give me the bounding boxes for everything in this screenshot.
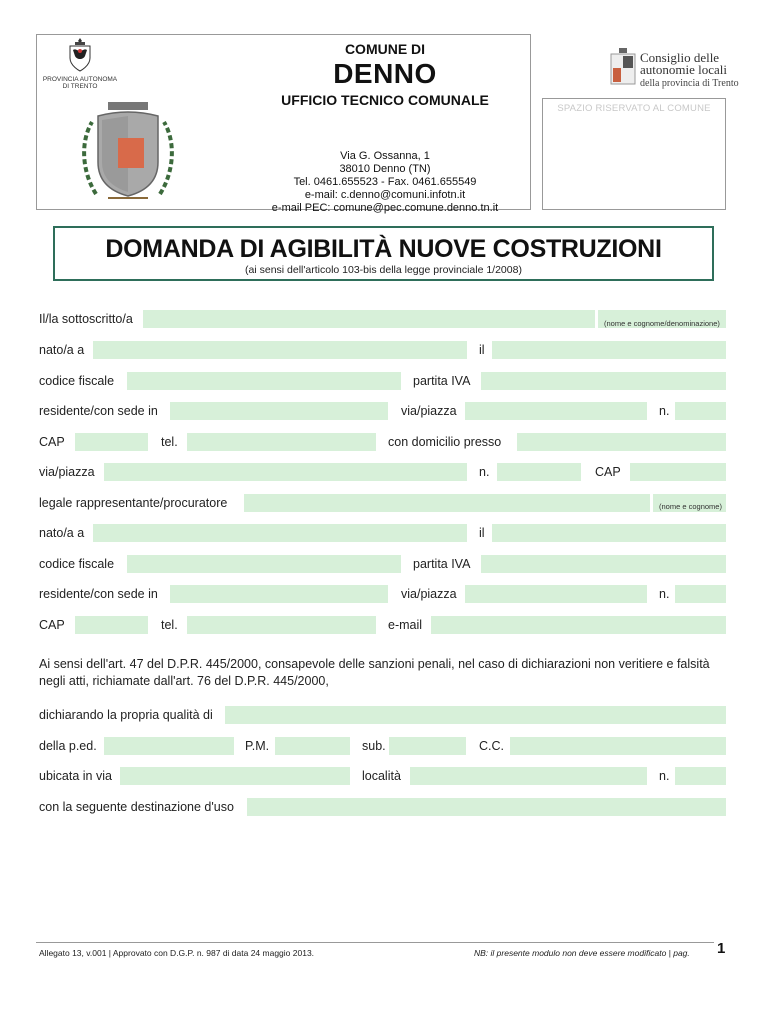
- localita-label: località: [362, 769, 401, 783]
- numero-field[interactable]: [675, 402, 726, 420]
- legale-cap-label: CAP: [39, 618, 65, 632]
- legale-numero-label: n.: [659, 587, 670, 601]
- reserved-space-box: [542, 98, 726, 210]
- partita-iva-label: partita IVA: [413, 374, 471, 388]
- legale-via-piazza-label: via/piazza: [401, 587, 457, 601]
- reserved-space-label: SPAZIO RISERVATO AL COMUNE: [557, 103, 711, 114]
- pm-label: P.M.: [245, 739, 270, 753]
- legale-label: legale rappresentante/procuratore: [39, 496, 228, 510]
- footer-rule: [36, 942, 714, 943]
- data-nascita-field[interactable]: [492, 341, 726, 359]
- hint-nome-cognome: (nome e cognome): [659, 502, 722, 511]
- il-label: il: [479, 343, 485, 357]
- destinazione-label: con la seguente destinazione d'uso: [39, 800, 234, 814]
- legale-tel-label: tel.: [161, 618, 178, 632]
- legale-residente-label: residente/con sede in: [39, 587, 158, 601]
- ped-label: della p.ed.: [39, 739, 97, 753]
- consiglio-title: [640, 52, 727, 76]
- cc-field[interactable]: [510, 737, 726, 755]
- legale-codice-fiscale-label: codice fiscale: [39, 557, 115, 571]
- pm-field[interactable]: [275, 737, 350, 755]
- dichiarando-field[interactable]: [225, 706, 726, 724]
- domicilio-numero-label: n.: [479, 465, 490, 479]
- address-pec: e-mail PEC: comune@pec.comune.denno.tn.it: [271, 202, 499, 214]
- residente-label: residente/con sede in: [39, 404, 158, 418]
- legale-data-nascita-field[interactable]: [492, 524, 726, 542]
- legale-cap-field[interactable]: [75, 616, 148, 634]
- ufficio-label: UFFICIO TECNICO COMUNALE: [281, 92, 489, 108]
- address-city: 38010 Denno (TN): [339, 163, 431, 175]
- localita-field[interactable]: [410, 767, 647, 785]
- ubicata-label: ubicata in via: [39, 769, 112, 783]
- legale-email-field[interactable]: [431, 616, 726, 634]
- domicilio-field[interactable]: [517, 433, 726, 451]
- sub-field[interactable]: [389, 737, 466, 755]
- via-piazza-field[interactable]: [465, 402, 647, 420]
- legale-il-label: il: [479, 526, 485, 540]
- sottoscritto-label: Il/la sottoscritto/a: [39, 312, 133, 326]
- form-title: DOMANDA DI AGIBILITÀ NUOVE COSTRUZIONI: [105, 235, 662, 263]
- denno-coat-of-arms-icon: [78, 102, 178, 206]
- ubicata-numero-label: n.: [659, 769, 670, 783]
- footer-approval: Allegato 13, v.001 | Approvato con D.G.P. n. 987 di data 24 maggio 2013.: [39, 948, 315, 958]
- legale-tel-field[interactable]: [187, 616, 376, 634]
- dichiarando-label: dichiarando la propria qualità di: [39, 708, 213, 722]
- comune-di-label: COMUNE DI: [344, 41, 426, 57]
- legale-nato-a-label: nato/a a: [39, 526, 85, 540]
- consiglio-emblem-icon: [610, 48, 636, 86]
- address-block: [200, 150, 570, 215]
- comune-name: DENNO: [333, 58, 437, 89]
- legale-partita-iva-field[interactable]: [481, 555, 726, 573]
- consiglio-line1: Consiglio delle: [640, 50, 720, 65]
- form-subtitle: (ai sensi dell'articolo 103-bis della legge provinciale 1/2008): [245, 264, 522, 276]
- legale-nato-a-field[interactable]: [93, 524, 467, 542]
- domicilio-label: con domicilio presso: [388, 435, 502, 449]
- tel-field[interactable]: [187, 433, 376, 451]
- page-number: 1: [717, 940, 726, 957]
- destinazione-field[interactable]: [247, 798, 726, 816]
- domicilio-cap-label: CAP: [595, 465, 621, 479]
- declaration-text: Ai sensi dell'art. 47 del D.P.R. 445/2000, consapevole delle sanzioni penali, nel caso di dichiarazioni non veritiere e falsità negli atti, richiamate dall'art. 76 del D.P.R. 445/2000,: [39, 657, 710, 688]
- domicilio-cap-field[interactable]: [630, 463, 726, 481]
- legale-email-label: e-mail: [388, 618, 423, 632]
- legale-via-piazza-field[interactable]: [465, 585, 647, 603]
- nato-a-field[interactable]: [93, 341, 467, 359]
- cc-label: C.C.: [479, 739, 504, 753]
- residente-field[interactable]: [170, 402, 388, 420]
- nato-a-label: nato/a a: [39, 343, 85, 357]
- legale-residente-field[interactable]: [170, 585, 388, 603]
- domicilio-via-piazza-field[interactable]: [104, 463, 467, 481]
- provincia-logo: [40, 36, 120, 90]
- footer-note: NB: il presente modulo non deve essere modificato | pag.: [474, 948, 690, 958]
- consiglio-line2: autonomie locali: [640, 62, 728, 77]
- domicilio-numero-field[interactable]: [497, 463, 581, 481]
- hint-nome-denominazione: (nome e cognome/denominazione): [604, 319, 720, 328]
- consiglio-line3: della provincia di Trento: [640, 78, 739, 89]
- legale-numero-field[interactable]: [675, 585, 726, 603]
- address-street: Via G. Ossanna, 1: [340, 150, 430, 162]
- ped-field[interactable]: [104, 737, 234, 755]
- numero-label: n.: [659, 404, 670, 418]
- codice-fiscale-field[interactable]: [127, 372, 401, 390]
- legale-codice-fiscale-field[interactable]: [127, 555, 401, 573]
- address-phone: Tel. 0461.655523 - Fax. 0461.655549: [293, 176, 477, 188]
- ubicata-field[interactable]: [120, 767, 350, 785]
- cap-label: CAP: [39, 435, 65, 449]
- tel-label: tel.: [161, 435, 178, 449]
- provincia-line1: PROVINCIA AUTONOMA: [42, 76, 118, 83]
- sottoscritto-field[interactable]: [143, 310, 595, 328]
- partita-iva-field[interactable]: [481, 372, 726, 390]
- eagle-emblem-icon: [65, 36, 95, 74]
- sub-label: sub.: [362, 739, 386, 753]
- address-email: e-mail: c.denno@comuni.infotn.it: [304, 189, 466, 201]
- codice-fiscale-label: codice fiscale: [39, 374, 115, 388]
- domicilio-via-piazza-label: via/piazza: [39, 465, 95, 479]
- cap-field[interactable]: [75, 433, 148, 451]
- via-piazza-label: via/piazza: [401, 404, 457, 418]
- legale-partita-iva-label: partita IVA: [413, 557, 471, 571]
- ubicata-numero-field[interactable]: [675, 767, 726, 785]
- provincia-line2: DI TRENTO: [62, 83, 98, 90]
- legale-field[interactable]: [244, 494, 650, 512]
